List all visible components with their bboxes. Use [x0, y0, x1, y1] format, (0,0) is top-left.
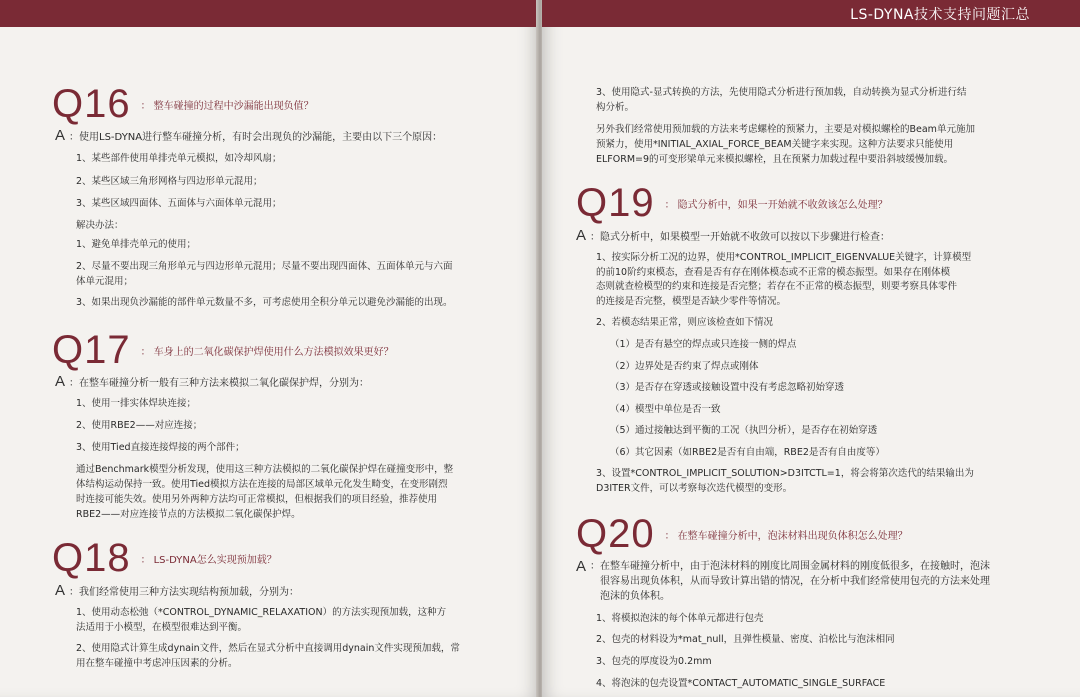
- q19-answer-text: 隐式分析中，如果模型一开始就不收敛可以按以下步骤进行检查：: [600, 232, 891, 243]
- q19-step-1: 1、按实际分析工况的边界，使用*CONTROL_IMPLICIT_EIGENVALUE关键字，计算模型 的前10阶约束模态，查看是否有存在刚体模态或不正常的模态振型。如果存在刚体模 态则就查检模型的约束和连接是否完整；若存在不正常的模态振型，则要考察具体零件 的连接是否完整，模型是否缺少零件等情况。: [596, 252, 972, 307]
- q19-heading: [576, 183, 888, 223]
- q20-step-4: 4、将泡沫的包壳设置*CONTACT_AUTOMATIC_SINGLE_SURFACE: [596, 678, 886, 689]
- q17-answer-colon: ：: [69, 378, 80, 389]
- q17-question: 车身上的二氧化碳保护焊使用什么方法模拟效果更好？: [153, 346, 394, 358]
- q16-solution-2: 2、尽量不要出现三角形单元与四边形单元混用；尽量不要出现四面体、五面体单元与六面 体单元混用；: [76, 261, 453, 287]
- answer-mark: A: [55, 373, 66, 390]
- q16-answer-text: 使用LS-DYNA进行整车碰撞分析，有时会出现负的沙漏能，主要由以下三个原因：: [79, 132, 443, 143]
- q18-answer-text: 我们经常使用三种方法实现结构预加载，分别为：: [79, 587, 300, 598]
- q19-answer: [576, 228, 890, 245]
- q17-heading: [52, 330, 394, 370]
- q20-answer-colon: ：: [590, 561, 601, 572]
- q16-answer-colon: ：: [69, 132, 80, 143]
- q17-method-1: 1、使用一排实体焊块连接；: [76, 398, 197, 409]
- q20-colon: ：: [664, 530, 675, 542]
- q18-question: LS-DYNA怎么实现预加载？: [153, 554, 277, 566]
- q18-colon: ：: [140, 554, 151, 566]
- q19-check-3: （3）是否存在穿透或接触设置中没有考虑忽略初始穿透: [610, 382, 845, 393]
- q20-step-1: 1、将模拟泡沫的每个体单元都进行包壳: [596, 613, 764, 624]
- right-page: [542, 0, 1080, 697]
- q17-number: Q17: [52, 328, 131, 372]
- header-title: LS-DYNA技术支持问题汇总: [850, 7, 1030, 23]
- q16-reason-2: 2、某些区域三角形网格与四边形单元混用；: [76, 176, 263, 187]
- q19-check-6: （6）其它因素（如RBE2是否有自由端，RBE2是否有自由度等）: [610, 447, 885, 458]
- q16-answer: [55, 128, 442, 145]
- q16-solution-label: 解决办法：: [76, 220, 124, 231]
- q16-solution-1: 1、避免单排壳单元的使用；: [76, 239, 197, 250]
- q19-answer-colon: ：: [590, 232, 601, 243]
- q16-reason-3: 3、某些区域四面体、五面体与六面体单元混用；: [76, 198, 282, 209]
- q16-colon: ：: [140, 100, 151, 112]
- q19-check-4: （4）模型中单位是否一致: [610, 404, 721, 415]
- q18-bolt-paragraph: 另外我们经常使用预加载的方法来考虑螺栓的预紧力，主要是对模拟螺栓的Beam单元施加 预紧力，使用*INITIAL_AXIAL_FORCE_BEAM关键字来实现。这种方法要求只能使用 ELFORM=9的可变形梁单元来模拟螺栓，且在预紧力加载过程中要沿斜坡缓慢加载。: [596, 124, 975, 165]
- q20-question: 在整车碰撞分析中，泡沫材料出现负体积怎么处理？: [677, 530, 908, 542]
- q19-colon: ：: [664, 199, 675, 211]
- q17-colon: ：: [140, 346, 151, 358]
- answer-mark: A: [576, 558, 587, 575]
- q16-reason-1: 1、某些部件使用单排壳单元模拟，如冷却风扇；: [76, 153, 282, 164]
- q20-heading: [576, 514, 908, 554]
- q18-answer: [55, 583, 299, 600]
- q19-check-2: （2）边界处是否约束了焊点或刚体: [610, 361, 759, 372]
- q18-heading: [52, 538, 277, 578]
- answer-mark: A: [55, 127, 66, 144]
- q16-heading: [52, 84, 314, 124]
- q17-method-3: 3、使用Tied直接连接焊接的两个部件；: [76, 442, 245, 453]
- q18-method-2: 2、使用隐式计算生成dynain文件，然后在显式分析中直接调用dynain文件实现预加载，常 用在整车碰撞中考虑冲压因素的分析。: [76, 643, 460, 669]
- q16-question: 整车碰撞的过程中沙漏能出现负值？: [153, 100, 314, 112]
- q19-number: Q19: [576, 181, 655, 225]
- q20-answer: [576, 559, 1040, 604]
- q18-method-3: 3、使用隐式-显式转换的方法，先使用隐式分析进行预加载，自动转换为显式分析进行结 构分析。: [596, 87, 967, 113]
- left-page: [0, 0, 538, 697]
- q20-number: Q20: [576, 512, 655, 556]
- q18-answer-colon: ：: [69, 587, 80, 598]
- q17-method-2: 2、使用RBE2——对应连接；: [76, 420, 203, 431]
- q16-solution-3: 3、如果出现负沙漏能的部件单元数量不多，可考虑使用全积分单元以避免沙漏能的出现。: [76, 297, 453, 308]
- q17-paragraph: 通过Benchmark模型分析发现，使用这三种方法模拟的二氧化碳保护焊在碰撞变形中，整 体结构运动保持一致。使用Tied模拟方法在连接的局部区域单元化发生畸变，在变形剧烈 时连接可能失效。使用另外两种方法均可正常模拟，但根据我们的项目经验，推荐使用 RBE2——对应连接节点的方法模拟二氧化碳保护焊。: [76, 464, 454, 520]
- q17-answer-text: 在整车碰撞分析一般有三种方法来模拟二氧化碳保护焊，分别为：: [79, 378, 370, 389]
- answer-mark: A: [576, 227, 587, 244]
- q18-number: Q18: [52, 536, 131, 580]
- q19-question: 隐式分析中，如果一开始就不收敛该怎么处理？: [677, 199, 888, 211]
- q19-check-1: （1）是否有悬空的焊点或只连接一侧的焊点: [610, 339, 797, 350]
- q18-method-1: 1、使用动态松弛（*CONTROL_DYNAMIC_RELAXATION）的方法实现预加载，这种方 法适用于小模型，在模型很难达到平衡。: [76, 607, 447, 633]
- q20-answer-text: 在整车碰撞分析中，由于泡沫材料的刚度比周围金属材料的刚度低很多，在接触时，泡沫 很容易出现负体积，从而导致计算出错的情况，在分析中我们经常使用包壳的方法来处理 泡沫的负体积。: [600, 561, 991, 602]
- q19-step-2: 2、若模态结果正常，则应该检查如下情况: [596, 317, 774, 328]
- q19-step-3: 3、设置*CONTROL_IMPLICIT_SOLUTION>D3ITCTL=1，将会将第次迭代的结果输出为 D3ITER文件，可以考察每次迭代模型的变形。: [596, 468, 974, 494]
- q19-check-5: （5）通过接触达到平衡的工况（执凹分析），是否存在初始穿透: [610, 425, 878, 436]
- q20-step-2: 2、包壳的材料设为*mat_null，且弹性模量、密度、泊松比与泡沫相同: [596, 634, 895, 645]
- answer-mark: A: [55, 582, 66, 599]
- q16-number: Q16: [52, 82, 131, 126]
- left-header-band: [0, 0, 538, 27]
- q20-step-3: 3、包壳的厚度设为0.2mm: [596, 656, 712, 667]
- right-header-band: [542, 0, 1080, 27]
- q17-answer: [55, 374, 369, 391]
